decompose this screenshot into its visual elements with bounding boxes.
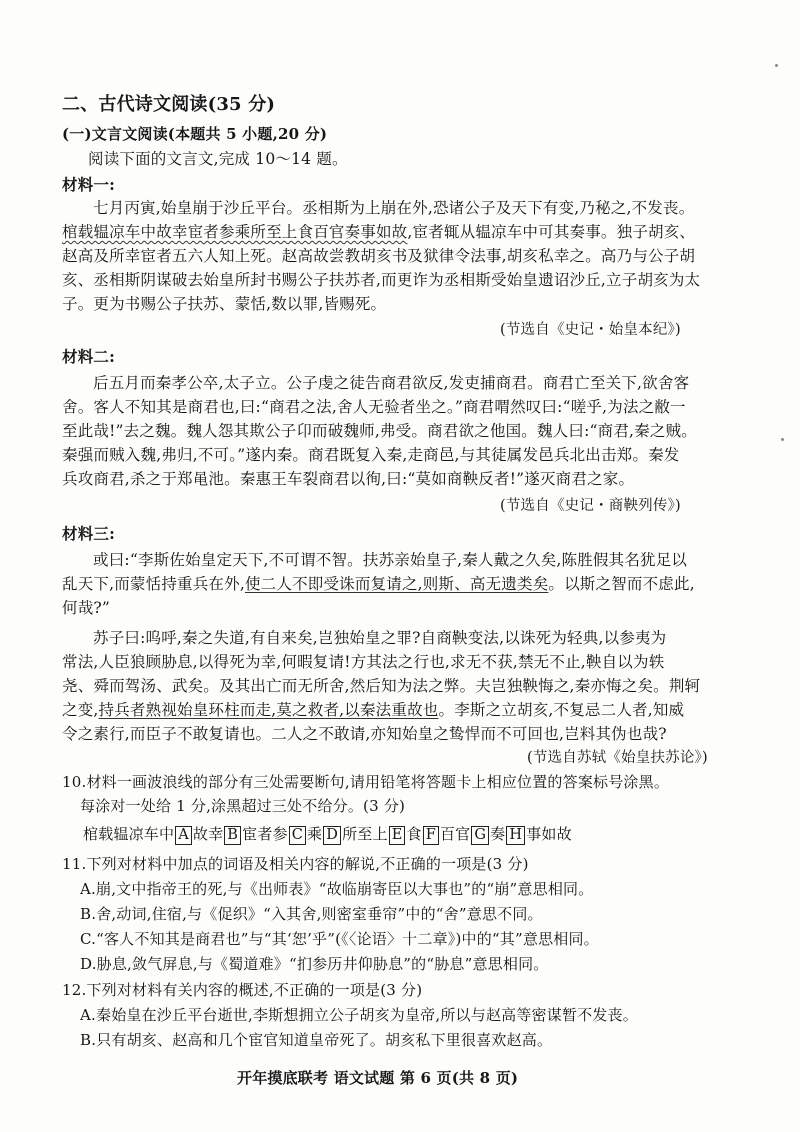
answer-box-f[interactable]: F xyxy=(423,826,439,845)
material2-line: 兵攻商君,杀之于郑黾池。秦惠王车裂商君以徇,曰:“莫如商鞅反者!”遂灭商君之家。 xyxy=(62,470,635,488)
material2-line: 后五月而秦孝公卒,太子立。公子虔之徒告商君欲反,发吏捕商君。商君亡至关下,欲舍客 xyxy=(93,374,690,392)
material2-source: (节选自《史记・商鞅列传》) xyxy=(500,498,681,514)
scan-speck xyxy=(775,64,778,67)
subsection-title: (一)文言文阅读(本题共 5 小题,20 分) xyxy=(62,125,328,143)
question-10-stem: 10.材料一画波浪线的部分有三处需要断句,请用铅笔将答题卡上相应位置的答案标号涂黑。 xyxy=(62,773,670,791)
material1-line: 七月丙寅,始皇崩于沙丘平台。丞相斯为上崩在外,恐诸公子及天下有变,乃秘之,不发丧。 xyxy=(93,199,695,217)
page-footer: 开年摸底联考 语文试题 第 6 页(共 8 页) xyxy=(237,1069,519,1087)
question-12-stem: 12.下列对材料有关内容的概述,不正确的一项是(3 分) xyxy=(62,981,423,999)
question-12-option-b: B.只有胡亥、赵高和几个宦官知道皇帝死了。胡亥私下里很喜欢赵高。 xyxy=(80,1031,553,1049)
answer-slot-row: 棺载辒凉车中 A 故幸 B 宦者参 C 乘 D 所至上 E 食 F 百官 G 奏 H 事如故 xyxy=(83,825,572,843)
question-11-option-a: A.崩,文中指帝王的死,与《出师表》“故临崩寄臣以大事也”的“崩”意思相同。 xyxy=(80,880,594,898)
answer-box-b[interactable]: B xyxy=(224,826,241,845)
question-11-option-b: B.舍,动词,住宿,与《促织》“入其舍,则密室垂帘”中的“舍”意思不同。 xyxy=(80,905,543,923)
material3-line: 何哉?” xyxy=(62,599,111,617)
answer-box-c[interactable]: C xyxy=(289,826,306,845)
material1-line: 棺载辒凉车中故幸宦者参乘所至上食百官奏事如故,宦者辄从辒凉车中可其奏事。独子胡亥、 xyxy=(62,223,696,241)
material3-line: 乱天下,而蒙恬持重兵在外,使二人不即受诛而复请之,则斯、高无遗类矣。以斯之智而不虑此, xyxy=(62,575,695,593)
material2-label: 材料二: xyxy=(62,347,116,366)
material2-line: 舍。客人不知其是商君也,曰:“商君之法,舍人无验者坐之。”商君喟然叹曰:“嗟乎,为法之敝一 xyxy=(62,398,686,416)
material3-line: 常法,人臣狼顾胁息,以得死为幸,何暇复请!方其法之行也,求无不获,禁无不止,鞅自以为轶 xyxy=(62,653,665,671)
scan-speck xyxy=(781,438,784,441)
material2-line: 至此哉!”去之魏。魏人怨其欺公子卬而破魏师,弗受。商君欲之他国。魏人曰:“商君,秦之贼。 xyxy=(62,422,697,440)
material1-line: 亥、丞相斯阴谋破去始皇所封书赐公子扶苏者,而更诈为丞相斯受始皇遗诏沙丘,立子胡亥为太 xyxy=(62,271,701,289)
answer-box-a[interactable]: A xyxy=(175,826,192,845)
material3-source: (节选自苏轼《始皇扶苏论》) xyxy=(527,750,708,766)
answer-box-e[interactable]: E xyxy=(389,826,406,845)
material3-line: 之变,持兵者熟视始皇环柱而走,莫之救者,以秦法重故也。李斯之立胡亥,不复忌二人者,知威 xyxy=(62,701,685,719)
material1-line: 赵高及所幸宦者五六人知上死。赵高故尝教胡亥书及狱律令法事,胡亥私幸之。高乃与公子胡 xyxy=(62,247,696,265)
question-11-stem: 11.下列对材料中加点的词语及相关内容的解说,不正确的一项是(3 分) xyxy=(62,855,529,873)
material1-line: 子。更为书赐公子扶苏、蒙恬,数以罪,皆赐死。 xyxy=(62,295,387,313)
underlined-passage: 持兵者熟视始皇环柱而走,莫之救者,以秦法重故也 xyxy=(98,701,439,719)
question-12-option-a: A.秦始皇在沙丘平台逝世,李斯想拥立公子胡亥为皇帝,所以与赵高等密谋暂不发丧。 xyxy=(80,1006,638,1024)
material3-line: 尧、舜而驾汤、武矣。及其出亡而无所舍,然后知为法之弊。夫岂独鞅悔之,秦亦悔之矣。荆轲 xyxy=(62,677,701,695)
material3-line: 令之素行,而臣子不敢复请也。二人之不敢请,亦知始皇之鸷悍而不可回也,岂料其伪也哉? xyxy=(62,725,667,743)
question-11-option-c: C.“客人不知其是商君也”与“其‘恕’乎”(《〈论语〉十二章》)中的“其”意思相同。 xyxy=(80,930,599,948)
answer-box-d[interactable]: D xyxy=(323,826,341,845)
material1-label: 材料一: xyxy=(62,175,116,194)
wavy-underlined-passage: 棺载辒凉车中故幸宦者参乘所至上食百官奏事如故 xyxy=(62,223,408,241)
material2-line: 秦强而贼入魏,弗归,不可。”遂内秦。商君既复入秦,走商邑,与其徒属发邑兵北出击郑。秦发 xyxy=(62,446,680,464)
answer-box-g[interactable]: G xyxy=(471,826,489,845)
material3-line: 或曰:“李斯佐始皇定天下,不可谓不智。扶苏亲始皇子,秦人戴之久矣,陈胜假其名犹足以 xyxy=(93,551,688,569)
question-11-option-d: D.胁息,敛气屏息,与《蜀道难》“扪参历井仰胁息”的“胁息”意思相同。 xyxy=(80,955,549,973)
underlined-passage: 使二人不即受诛而复请之,则斯、高无遗类矣 xyxy=(244,575,549,593)
material3-label: 材料三: xyxy=(62,524,116,543)
material3-line: 苏子曰:呜呼,秦之失道,有自来矣,岂独始皇之罪?自商鞅变法,以诛死为轻典,以参夷为 xyxy=(93,629,667,647)
material1-source: (节选自《史记・始皇本纪》) xyxy=(500,322,681,338)
answer-box-h[interactable]: H xyxy=(506,826,525,845)
instruction: 阅读下面的文言文,完成 10～14 题。 xyxy=(88,150,348,168)
question-10-stem: 每涂对一处给 1 分,涂黑超过三处不给分。(3 分) xyxy=(80,797,406,815)
section-title: 二、古代诗文阅读(35 分) xyxy=(62,94,276,115)
